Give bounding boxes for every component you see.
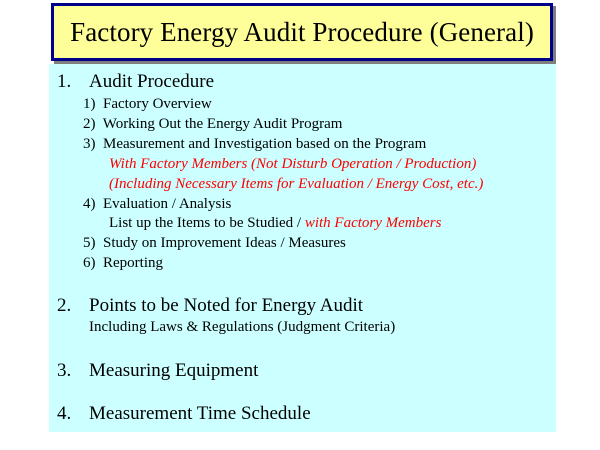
item-text: Measurement and Investigation based on the Program: [103, 136, 427, 152]
list-item: 1) Factory Overview: [83, 96, 212, 112]
item-text: Working Out the Energy Audit Program: [102, 116, 343, 132]
list-item: 4) Evaluation / Analysis: [83, 196, 232, 212]
list-item: 5) Study on Improvement Ideas / Measures: [83, 235, 346, 251]
section-detail: Including Laws & Regulations (Judgment Criteria): [89, 319, 396, 335]
list-item: 6) Reporting: [83, 255, 163, 271]
item-note: With Factory Members (Not Disturb Operation / Production): [109, 156, 477, 172]
item-text: Evaluation / Analysis: [103, 196, 232, 212]
item-detail: List up the Items to be Studied / with Factory Members: [109, 215, 442, 231]
content-panel: [49, 64, 556, 432]
section-heading: Points to be Noted for Energy Audit: [89, 295, 364, 316]
item-text: Study on Improvement Ideas / Measures: [103, 235, 346, 251]
section-number: 3.: [57, 360, 72, 381]
section-number: 4.: [57, 403, 72, 424]
list-item: 3) Measurement and Investigation based on the Program: [83, 136, 427, 152]
item-text: Factory Overview: [103, 96, 212, 112]
section-number: 1.: [57, 71, 72, 92]
list-item: 2) Working Out the Energy Audit Program: [83, 116, 343, 132]
item-detail-highlight: with Factory Members: [304, 215, 442, 231]
title-box: [51, 3, 553, 61]
section-heading: Measuring Equipment: [89, 360, 259, 381]
item-note: (Including Necessary Items for Evaluation / Energy Cost, etc.): [109, 176, 484, 192]
section-heading: Measurement Time Schedule: [89, 403, 311, 424]
item-text: Reporting: [103, 255, 163, 271]
page-title: Factory Energy Audit Procedure (General): [70, 16, 534, 47]
section-heading: Audit Procedure: [89, 71, 215, 92]
section-number: 2.: [57, 295, 72, 316]
